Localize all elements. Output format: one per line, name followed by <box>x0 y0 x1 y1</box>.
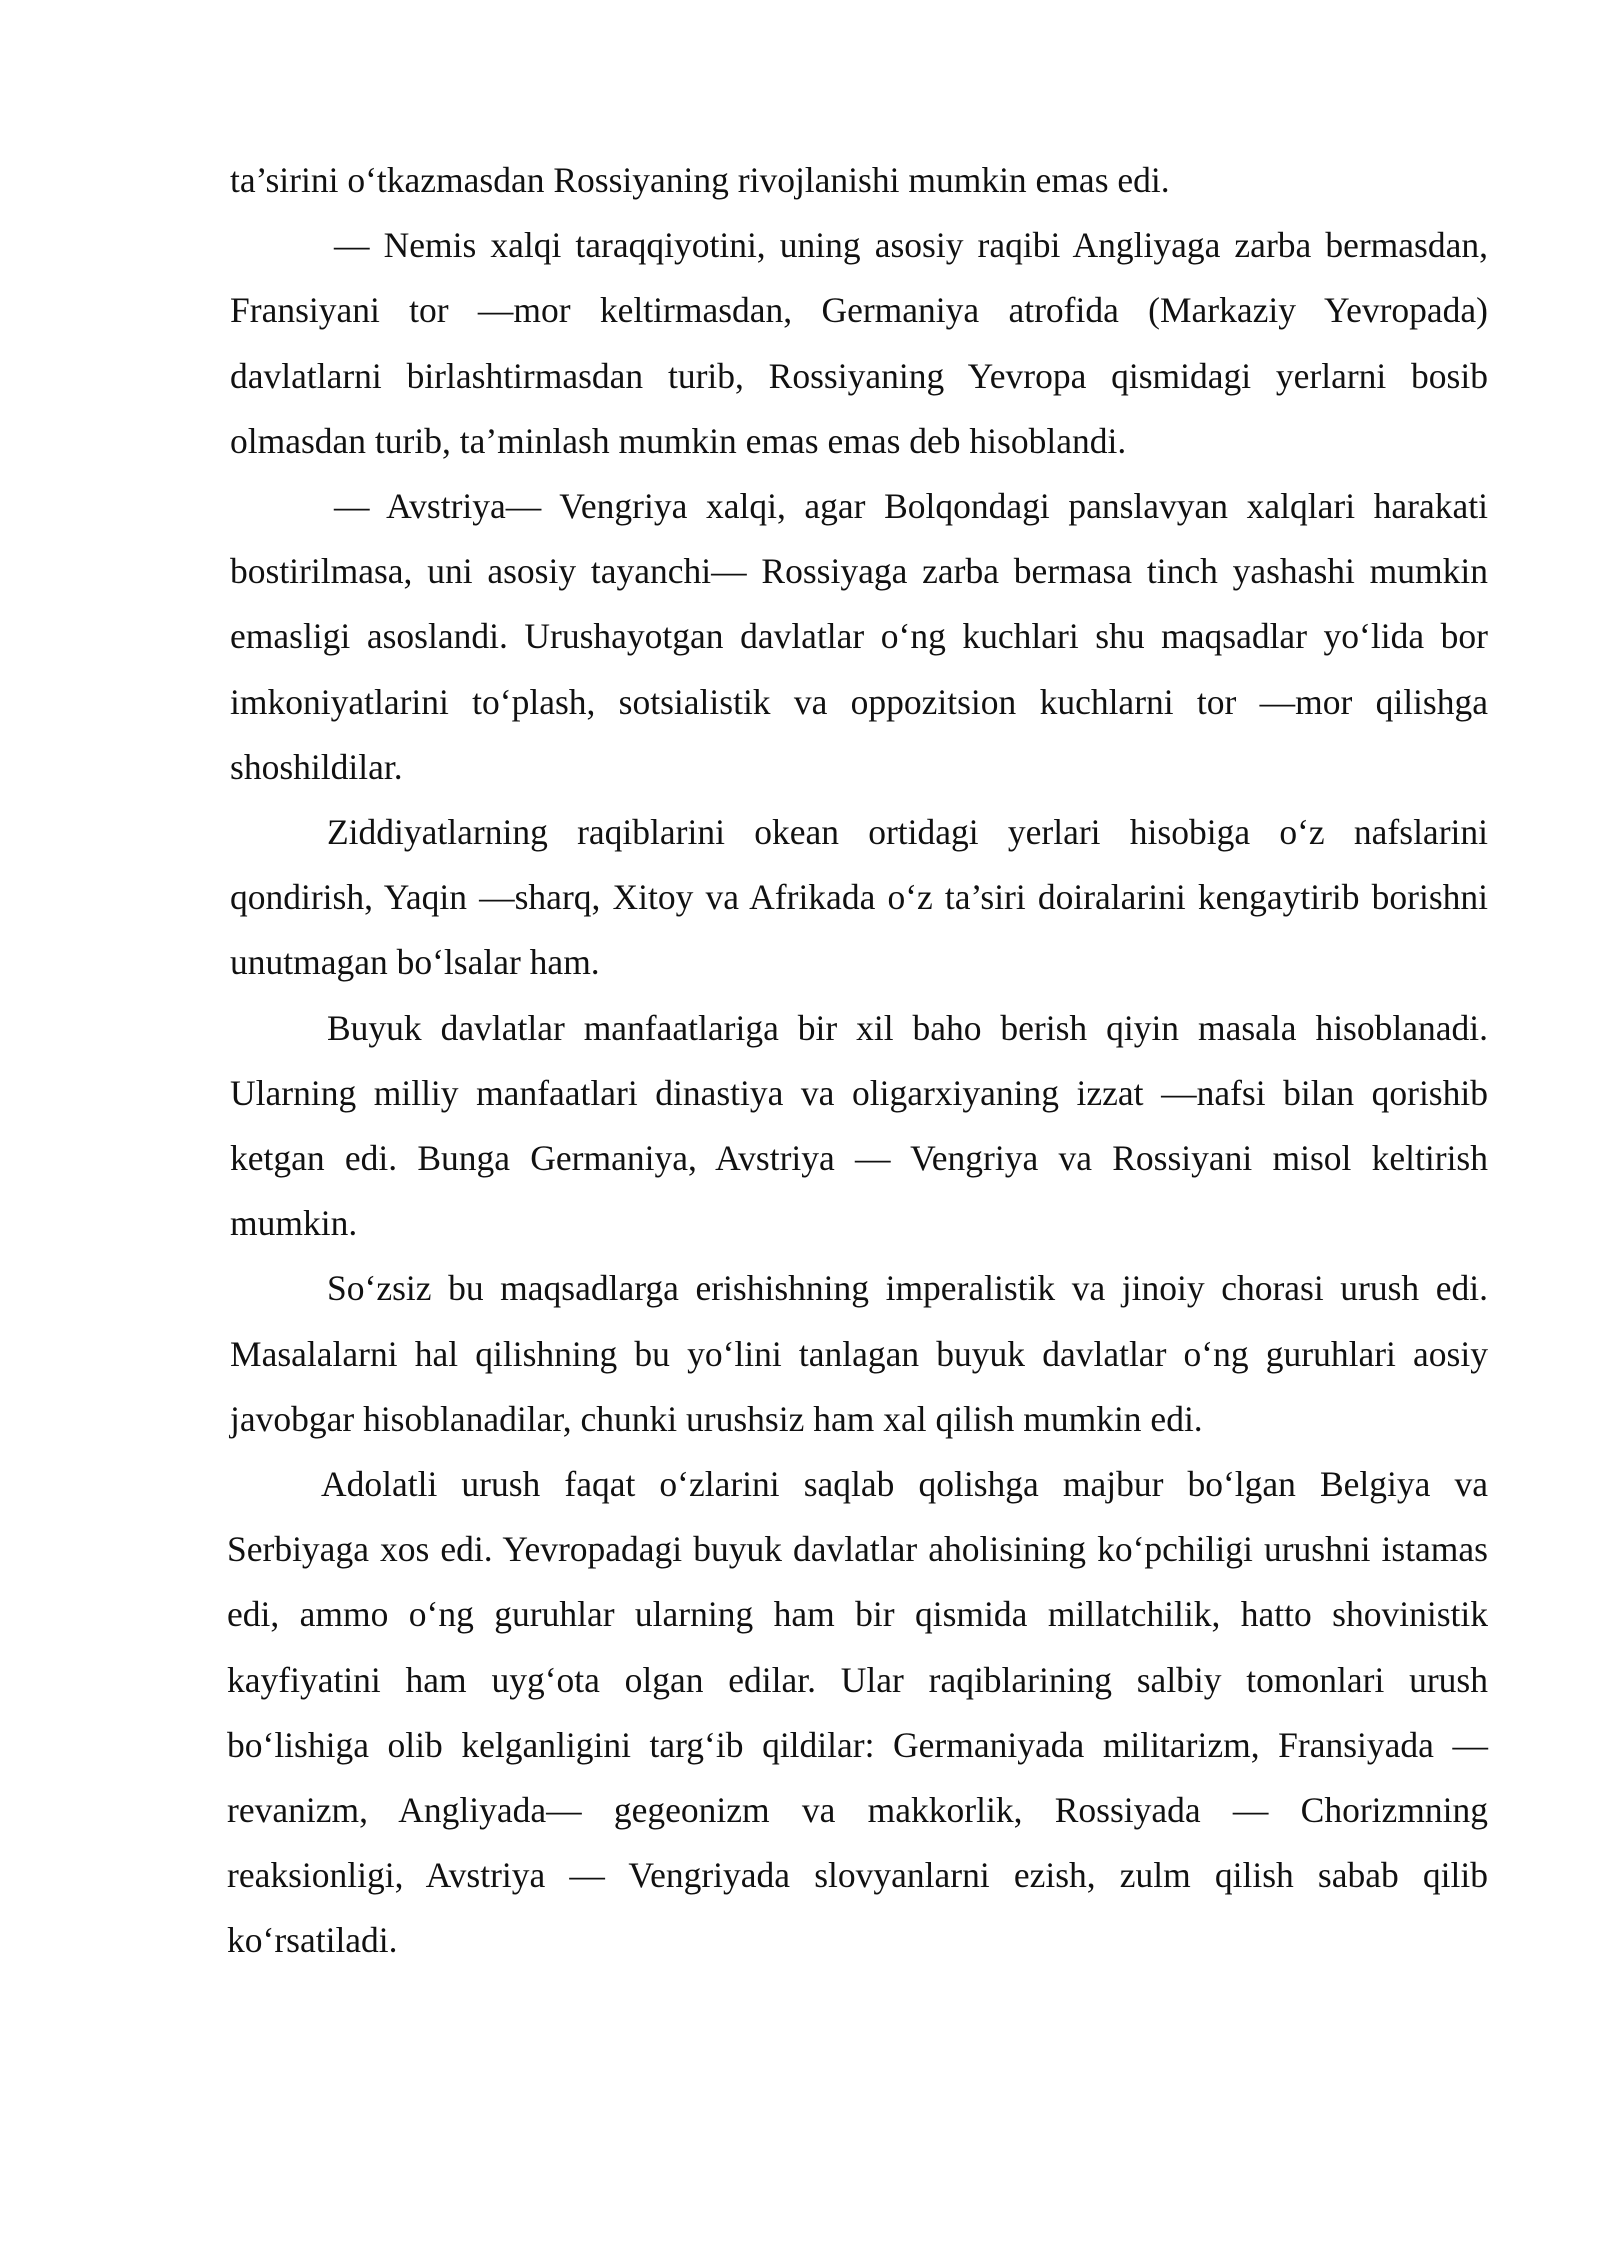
paragraph-continuation: ta’sirini o‘tkazmasdan Rossiyaning rivojlanishi mumkin emas edi. <box>230 160 1170 200</box>
paragraph-contradictions: Ziddiyatlarning raqiblarini okean ortidagi yerlari hisobiga o‘z nafslarini qondirish, Yaqin —sharq, Xitoy va Afrikada o‘z ta’siri doiralarini kengaytirib borishni unutmagan bo‘lsalar ham. <box>230 812 1488 983</box>
paragraph-just-war: Adolatli urush faqat o‘zlarini saqlab qolishga majbur bo‘lgan Belgiya va Serbiyaga xos edi. Yevropadagi buyuk davlatlar aholisining ko‘pchiligi urushni istamas edi, ammo o‘ng guruhlar ularning ham bir qismida millatchilik, hatto shovinistik kayfiyatini ham uyg‘ota olgan edilar. Ular raqiblarining salbiy tomonlari urush bo‘lishiga olib kelganligini targ‘ib qildilar: Germaniyada militarizm, Fransiyada — revanizm, Angliyada— gegeonizm va makkorlik, Rossiyada — Chorizmning reaksionligi, Avstriya — Vengriyada slovyanlarni ezish, zulm qilish sabab qilib ko‘rsatiladi. <box>227 1464 1488 1961</box>
paragraph-great-powers-interests: Buyuk davlatlar manfaatlariga bir xil baho berish qiyin masala hisoblanadi. Ularning milliy manfaatlari dinastiya va oligarxiyaning izzat —nafsi bilan qorishib ketgan edi. Bunga Germaniya, Avstriya — Vengriya va Rossiyani misol keltirish mumkin. <box>230 1007 1488 1244</box>
paragraph-war-as-means: So‘zsiz bu maqsadlarga erishishning imperalistik va jinoiy chorasi urush edi. Masalalarni hal qilishning bu yo‘lini tanlagan buyuk davlatlar o‘ng guruhlari aosiy javobgar hisoblanadilar, chunki urushsiz ham xal qilish mumkin edi. <box>230 1268 1488 1439</box>
paragraph-german-aims: — Nemis xalqi taraqqiyotini, uning asosiy raqibi Angliyaga zarba bermasdan, Fransiyani tor —mor keltirmasdan, Germaniya atrofida (Markaziy Yevropada) davlatlarni birlashtirmasdan turib, Rossiyaning Yevropa qismidagi yerlarni bosib olmasdan turib, ta’minlash mumkin emas emas deb hisoblandi. <box>230 225 1488 461</box>
document-body <box>227 148 1488 1974</box>
paragraph-austria-hungary-aims: — Avstriya— Vengriya xalqi, agar Bolqondagi panslavyan xalqlari harakati bostirilmasa, uni asosiy tayanchi— Rossiyaga zarba bermasa tinch yashashi mumkin emasligi asoslandi. Urushayotgan davlatlar o‘ng kuchlari shu maqsadlar yo‘lida bor imkoniyatlarini to‘plash, sotsialistik va oppozitsion kuchlarni tor —mor qilishga shoshildilar. <box>230 486 1488 787</box>
